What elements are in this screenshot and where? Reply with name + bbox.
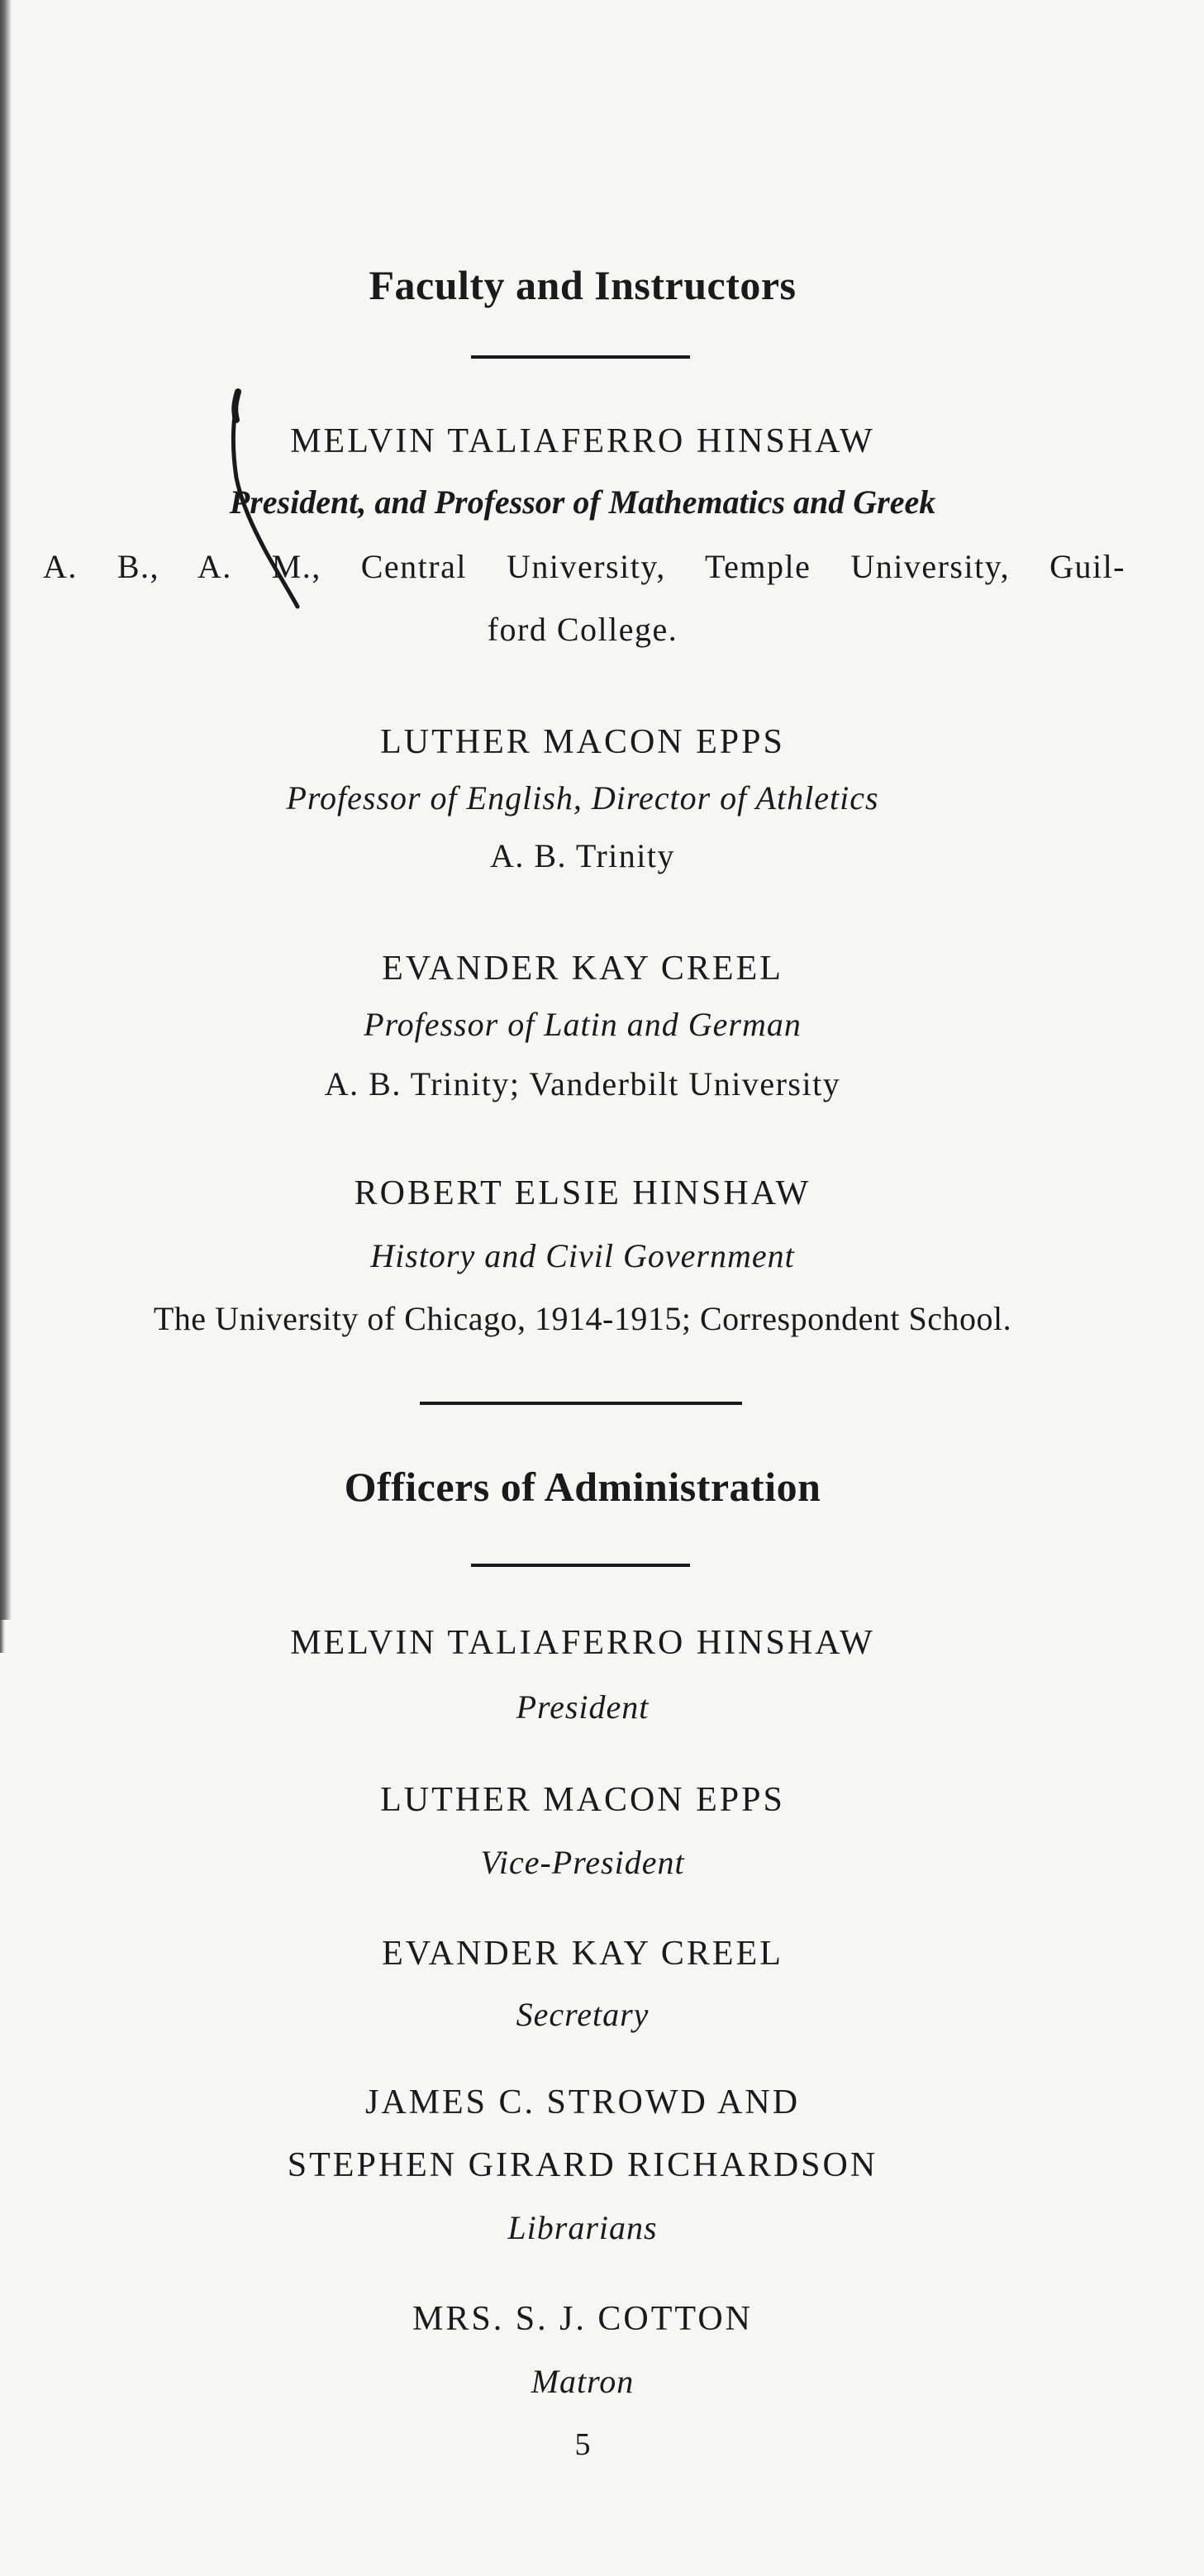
officer-role-4: Librarians — [507, 2209, 658, 2246]
officer-name-3: EVANDER KAY CREEL — [382, 1935, 783, 1973]
faculty-name-2: LUTHER MACON EPPS — [380, 723, 785, 761]
officer-name-5: MRS. S. J. COTTON — [412, 2300, 753, 2338]
faculty-title-3: Professor of Latin and German — [364, 1006, 802, 1043]
faculty-title-4: History and Civil Government — [370, 1237, 795, 1274]
officer-name-2: LUTHER MACON EPPS — [380, 1781, 785, 1819]
administration-heading-rule — [471, 1564, 690, 1567]
faculty-name-1: MELVIN TALIAFERRO HINSHAW — [290, 422, 875, 460]
faculty-degree-3: A. B. Trinity; Vanderbilt University — [324, 1065, 841, 1102]
faculty-degree-1a: A. B., A. M., Central University, Temple University, Guil- — [43, 548, 1125, 585]
faculty-title-2: Professor of English, Director of Athletics — [286, 779, 879, 817]
faculty-title-1: President, and Professor of Mathematics and Greek — [229, 483, 936, 521]
faculty-degree-2: A. B. Trinity — [489, 837, 676, 874]
officer-name-4a: JAMES C. STROWD AND — [364, 2083, 801, 2121]
pen-mark — [217, 387, 316, 618]
officer-role-3: Secretary — [516, 1996, 650, 2033]
section-divider — [420, 1402, 742, 1405]
faculty-degree-4: The University of Chicago, 1914-1915; Correspondent School. — [153, 1300, 1012, 1337]
faculty-heading-rule — [471, 355, 690, 359]
page-number: 5 — [574, 2427, 591, 2462]
faculty-degree-1b: ford College. — [487, 611, 678, 648]
faculty-heading: Faculty and Instructors — [369, 262, 797, 308]
officer-role-2: Vice-President — [480, 1844, 685, 1881]
faculty-name-4: ROBERT ELSIE HINSHAW — [354, 1174, 811, 1212]
faculty-name-3: EVANDER KAY CREEL — [382, 950, 783, 988]
officer-name-1: MELVIN TALIAFERRO HINSHAW — [290, 1624, 875, 1662]
administration-heading: Officers of Administration — [344, 1464, 821, 1510]
officer-name-4b: STEPHEN GIRARD RICHARDSON — [287, 2146, 878, 2184]
officer-role-1: President — [516, 1688, 650, 1726]
officer-role-5: Matron — [531, 2363, 635, 2400]
